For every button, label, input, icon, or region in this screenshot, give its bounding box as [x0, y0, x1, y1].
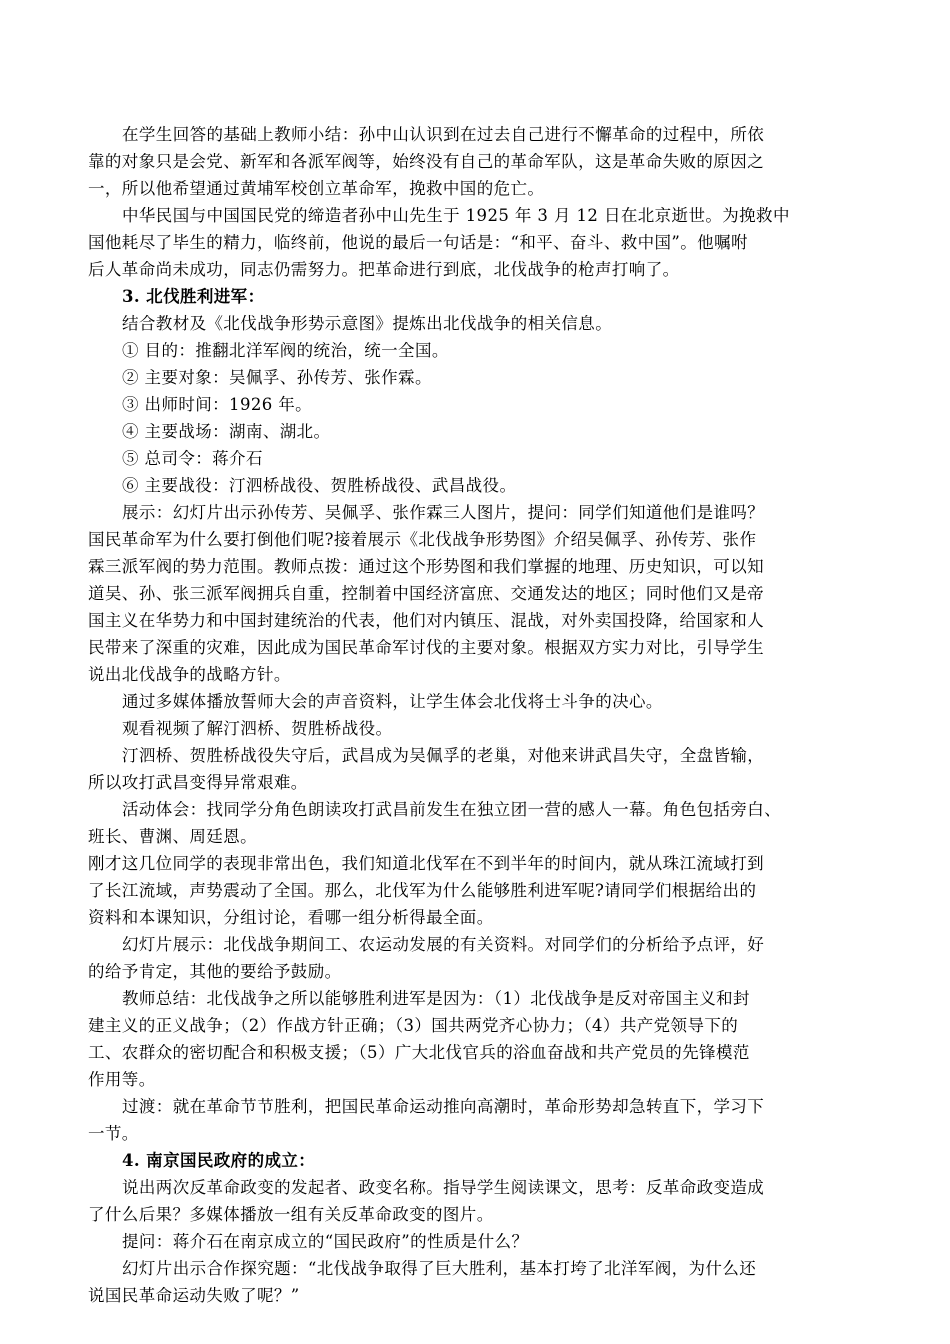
- paragraph-line: 的给予肯定，其他的要给予鼓励。: [88, 962, 342, 981]
- paragraph-line: 说国民革命运动失败了呢？”: [88, 1286, 300, 1305]
- paragraph-line: 过渡：就在革命节节胜利，把国民革命运动推向高潮时，革命形势却急转直下，学习下: [122, 1097, 765, 1116]
- paragraph-line: 国他耗尽了毕生的精力，临终前，他说的最后一句话是：“和平、奋斗、救中国”。他嘱咐: [88, 233, 748, 252]
- paragraph-line: 工、农群众的密切配合和积极支援；（5）广大北伐官兵的浴血奋战和共产党员的先锋模范: [88, 1043, 750, 1062]
- paragraph-line: 道吴、孙、张三派军阀拥兵自重，控制着中国经济富庶、交通发达的地区；同时他们又是帝: [88, 584, 764, 603]
- paragraph-line: 活动体会：找同学分角色朗读攻打武昌前发生在独立团一营的感人一幕。角色包括旁白、: [122, 800, 782, 819]
- paragraph-line: 资料和本课知识，分组讨论，看哪一组分析得最全面。: [88, 908, 494, 927]
- paragraph-line: ① 目的：推翻北洋军阀的统治，统一全国。: [122, 341, 449, 360]
- paragraph-line: 所以攻打武昌变得异常艰难。: [88, 773, 308, 792]
- paragraph-line: 作用等。: [88, 1070, 156, 1089]
- paragraph-line: 结合教材及《北伐战争形势示意图》提炼出北伐战争的相关信息。: [122, 314, 613, 333]
- paragraph-line: 展示：幻灯片出示孙传芳、吴佩孚、张作霖三人图片，提问：同学们知道他们是谁吗？: [122, 503, 765, 522]
- paragraph-line: 一，所以他希望通过黄埔军校创立革命军，挽救中国的危亡。: [88, 179, 545, 198]
- paragraph-line: 了长江流域，声势震动了全国。那么，北伐军为什么能够胜利进军呢?请同学们根据给出的: [88, 881, 757, 900]
- paragraph-line: 说出两次反革命政变的发起者、政变名称。指导学生阅读课文，思考：反革命政变造成: [122, 1178, 765, 1197]
- paragraph-line: 幻灯片出示合作探究题：“北伐战争取得了巨大胜利，基本打垮了北洋军阀，为什么还: [122, 1259, 757, 1278]
- paragraph-line: 幻灯片展示：北伐战争期间工、农运动发展的有关资料。对同学们的分析给予点评，好: [122, 935, 765, 954]
- paragraph-line: 靠的对象只是会党、新军和各派军阀等，始终没有自己的革命军队，这是革命失败的原因之: [88, 152, 764, 171]
- paragraph-line: 通过多媒体播放誓师大会的声音资料，让学生体会北伐将士斗争的决心。: [122, 692, 663, 711]
- paragraph-line: 教师总结：北伐战争之所以能够胜利进军是因为：（1）北伐战争是反对帝国主义和封: [122, 989, 750, 1008]
- paragraph-line: 中华民国与中国国民党的缔造者孙中山先生于 1925 年 3 月 12 日在北京逝世。为挽救中: [122, 206, 790, 225]
- section-heading: 3. 北伐胜利进军：: [122, 287, 265, 306]
- paragraph-line: ④ 主要战场：湖南、湖北。: [122, 422, 331, 441]
- section-heading: 4. 南京国民政府的成立：: [122, 1151, 316, 1170]
- paragraph-line: 国主义在华势力和中国封建统治的代表，他们对内镇压、混战，对外卖国投降，给国家和人: [88, 611, 764, 630]
- paragraph-line: 国民革命军为什么要打倒他们呢?接着展示《北伐战争形势图》介绍吴佩孚、孙传芳、张作: [88, 530, 757, 549]
- paragraph-line: ⑥ 主要战役：汀泗桥战役、贺胜桥战役、武昌战役。: [122, 476, 517, 495]
- paragraph-line: 民带来了深重的灾难，因此成为国民革命军讨伐的主要对象。根据双方实力对比，引导学生: [88, 638, 764, 657]
- paragraph-line: 后人革命尚未成功，同志仍需努力。把革命进行到底，北伐战争的枪声打响了。: [88, 260, 680, 279]
- paragraph-line: 班长、曹渊、周廷恩。: [88, 827, 257, 846]
- paragraph-line: 建主义的正义战争；（2）作战方针正确；（3）国共两党齐心协力；（4）共产党领导下的: [88, 1016, 739, 1035]
- paragraph-line: ⑤ 总司令：蒋介石: [122, 449, 263, 468]
- paragraph-line: 刚才这几位同学的表现非常出色，我们知道北伐军在不到半年的时间内，就从珠江流域打到: [88, 854, 764, 873]
- paragraph-line: 霖三派军阀的势力范围。教师点拨：通过这个形势图和我们掌握的地理、历史知识，可以知: [88, 557, 764, 576]
- paragraph-line: 在学生回答的基础上教师小结：孙中山认识到在过去自己进行不懈革命的过程中，所依: [122, 125, 765, 144]
- paragraph-line: ③ 出师时间：1926 年。: [122, 395, 313, 414]
- paragraph-line: 汀泗桥、贺胜桥战役失守后，武昌成为吴佩孚的老巢，对他来讲武昌失守，全盘皆输，: [122, 746, 765, 765]
- paragraph-line: 观看视频了解汀泗桥、贺胜桥战役。: [122, 719, 393, 738]
- paragraph-line: ② 主要对象：吴佩孚、孙传芳、张作霖。: [122, 368, 432, 387]
- paragraph-line: 了什么后果？多媒体播放一组有关反革命政变的图片。: [88, 1205, 494, 1224]
- paragraph-line: 说出北伐战争的战略方针。: [88, 665, 291, 684]
- paragraph-line: 提问：蒋介石在南京成立的“国民政府”的性质是什么？: [122, 1232, 529, 1251]
- paragraph-line: 一节。: [88, 1124, 139, 1143]
